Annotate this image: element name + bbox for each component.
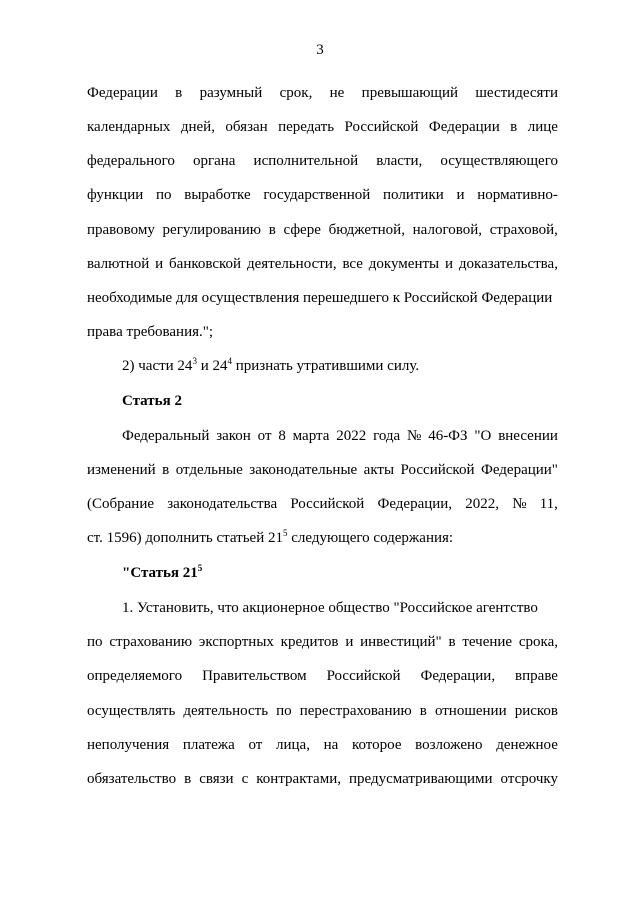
word: рисков: [514, 703, 558, 719]
word: в: [419, 703, 427, 719]
word: все: [342, 256, 363, 272]
word: функции: [87, 187, 144, 203]
word: Российской: [400, 462, 475, 478]
word: страхованию: [109, 634, 193, 650]
word: Федерации,: [377, 496, 453, 512]
word: отсрочку: [500, 771, 558, 787]
word: в: [162, 462, 170, 478]
word: налоговой,: [412, 222, 482, 238]
text-line: [122, 426, 558, 446]
text-line: [87, 769, 558, 789]
word: не: [329, 85, 345, 101]
word: государственной: [263, 187, 371, 203]
word: осуществляющего: [440, 153, 558, 169]
article-heading: Статья 2: [122, 393, 182, 409]
word: от: [248, 737, 263, 753]
word: которое: [351, 737, 402, 753]
text-line: [87, 185, 558, 205]
word: власти,: [376, 153, 423, 169]
superscript: 5: [197, 563, 203, 573]
word: политики: [383, 187, 444, 203]
word: лице: [527, 119, 558, 135]
text-line: [87, 254, 558, 274]
text-line: необходимые для осуществления перешедшего к Российской Федерации: [87, 290, 553, 306]
word: определяемого: [87, 668, 183, 684]
word: страховой,: [489, 222, 558, 238]
word: по: [155, 187, 172, 203]
word: срок,: [279, 85, 313, 101]
word: доказательства,: [458, 256, 558, 272]
word: кредитов: [280, 634, 339, 650]
word: календарных: [87, 119, 171, 135]
text-line: [87, 528, 558, 548]
word: разумный: [199, 85, 263, 101]
text-line: 1. Установить, что акционерное общество "Российское агентство: [122, 600, 538, 616]
word: Федерации": [480, 462, 558, 478]
word: №: [512, 496, 527, 512]
text-line: [87, 83, 558, 103]
word: шестидесяти: [475, 85, 558, 101]
word: валютной: [87, 256, 150, 272]
word: в: [175, 85, 183, 101]
text-line: [87, 460, 558, 480]
word: 46-ФЗ: [428, 428, 468, 444]
article-heading: [122, 563, 202, 583]
word: Российской: [344, 119, 419, 135]
word: Правительством: [202, 668, 307, 684]
word: выработке: [184, 187, 251, 203]
word: в: [184, 771, 192, 787]
text-line: [87, 701, 558, 721]
word: и: [456, 187, 465, 203]
list-item: [122, 356, 419, 376]
superscript: 4: [227, 356, 232, 366]
text-segment: следующего содержания:: [287, 530, 454, 546]
word: предусматривающими: [348, 771, 493, 787]
text-line: [87, 151, 558, 171]
superscript: 3: [192, 356, 197, 366]
word: передать: [278, 119, 335, 135]
word: в: [268, 222, 276, 238]
word: отношении: [434, 703, 507, 719]
text-line: [87, 220, 558, 240]
word: инвестиций": [360, 634, 442, 650]
word: по: [87, 634, 103, 650]
word: срока,: [518, 634, 558, 650]
superscript: 5: [282, 528, 288, 538]
word: документы: [368, 256, 440, 272]
word: дней,: [180, 119, 215, 135]
word: с: [241, 771, 249, 787]
text-line: [87, 735, 558, 755]
word: бюджетной,: [328, 222, 405, 238]
word: законодательства: [167, 496, 278, 512]
word: сфере: [283, 222, 321, 238]
text-line: [87, 494, 558, 514]
word: по: [276, 703, 292, 719]
word: деятельность: [183, 703, 269, 719]
word: (Собрание: [87, 496, 155, 512]
word: законодательные: [249, 462, 358, 478]
word: Российской: [290, 496, 365, 512]
word: и: [155, 256, 164, 272]
text-line: права требования.";: [87, 324, 214, 340]
word: федерального: [87, 153, 175, 169]
word: 2022,: [465, 496, 500, 512]
word: отдельные: [175, 462, 243, 478]
word: регулированию: [162, 222, 262, 238]
text-line: [87, 666, 558, 686]
word: внесении: [498, 428, 558, 444]
word: обязан: [225, 119, 268, 135]
word: "О: [474, 428, 492, 444]
item-text: 2) части 24: [122, 358, 193, 374]
word: осуществлять: [87, 703, 176, 719]
text-line: [87, 117, 558, 137]
word: Федерации,: [420, 668, 496, 684]
word: Федеральный: [122, 428, 210, 444]
word: вправе: [515, 668, 558, 684]
word: марта: [292, 428, 330, 444]
word: деятельности,: [246, 256, 337, 272]
item-text: признать утратившими силу.: [231, 358, 420, 374]
word: правовому: [87, 222, 155, 238]
word: на: [323, 737, 339, 753]
page-number: 3: [316, 42, 324, 58]
word: года: [373, 428, 401, 444]
word: в: [448, 634, 456, 650]
word: течение: [462, 634, 513, 650]
word: нормативно-: [477, 187, 558, 203]
word: закон: [216, 428, 251, 444]
word: контрактами,: [256, 771, 341, 787]
word: банковской: [169, 256, 242, 272]
word: исполнительной: [253, 153, 359, 169]
word: №: [407, 428, 422, 444]
word: 8: [278, 428, 286, 444]
word: платежа: [182, 737, 235, 753]
text-segment: ст. 1596) дополнить статьей 21: [87, 530, 283, 546]
word: обязательство: [87, 771, 177, 787]
word: Федерации: [428, 119, 500, 135]
word: от: [257, 428, 272, 444]
word: лица,: [276, 737, 310, 753]
item-text: и 24: [196, 358, 228, 374]
heading-text: "Статья 21: [122, 565, 198, 581]
word: акты: [363, 462, 395, 478]
word: 2022: [336, 428, 367, 444]
word: 11,: [539, 496, 558, 512]
word: в: [510, 119, 518, 135]
word: связи: [199, 771, 234, 787]
word: экспортных: [198, 634, 274, 650]
word: возложено: [415, 737, 483, 753]
word: перестрахованию: [299, 703, 412, 719]
word: Российской: [326, 668, 401, 684]
word: неполучения: [87, 737, 170, 753]
text-line: [87, 632, 558, 652]
word: и: [345, 634, 354, 650]
word: изменений: [87, 462, 156, 478]
word: Федерации: [87, 85, 158, 101]
word: денежное: [496, 737, 558, 753]
word: органа: [192, 153, 236, 169]
word: и: [444, 256, 454, 272]
word: превышающий: [361, 85, 459, 101]
